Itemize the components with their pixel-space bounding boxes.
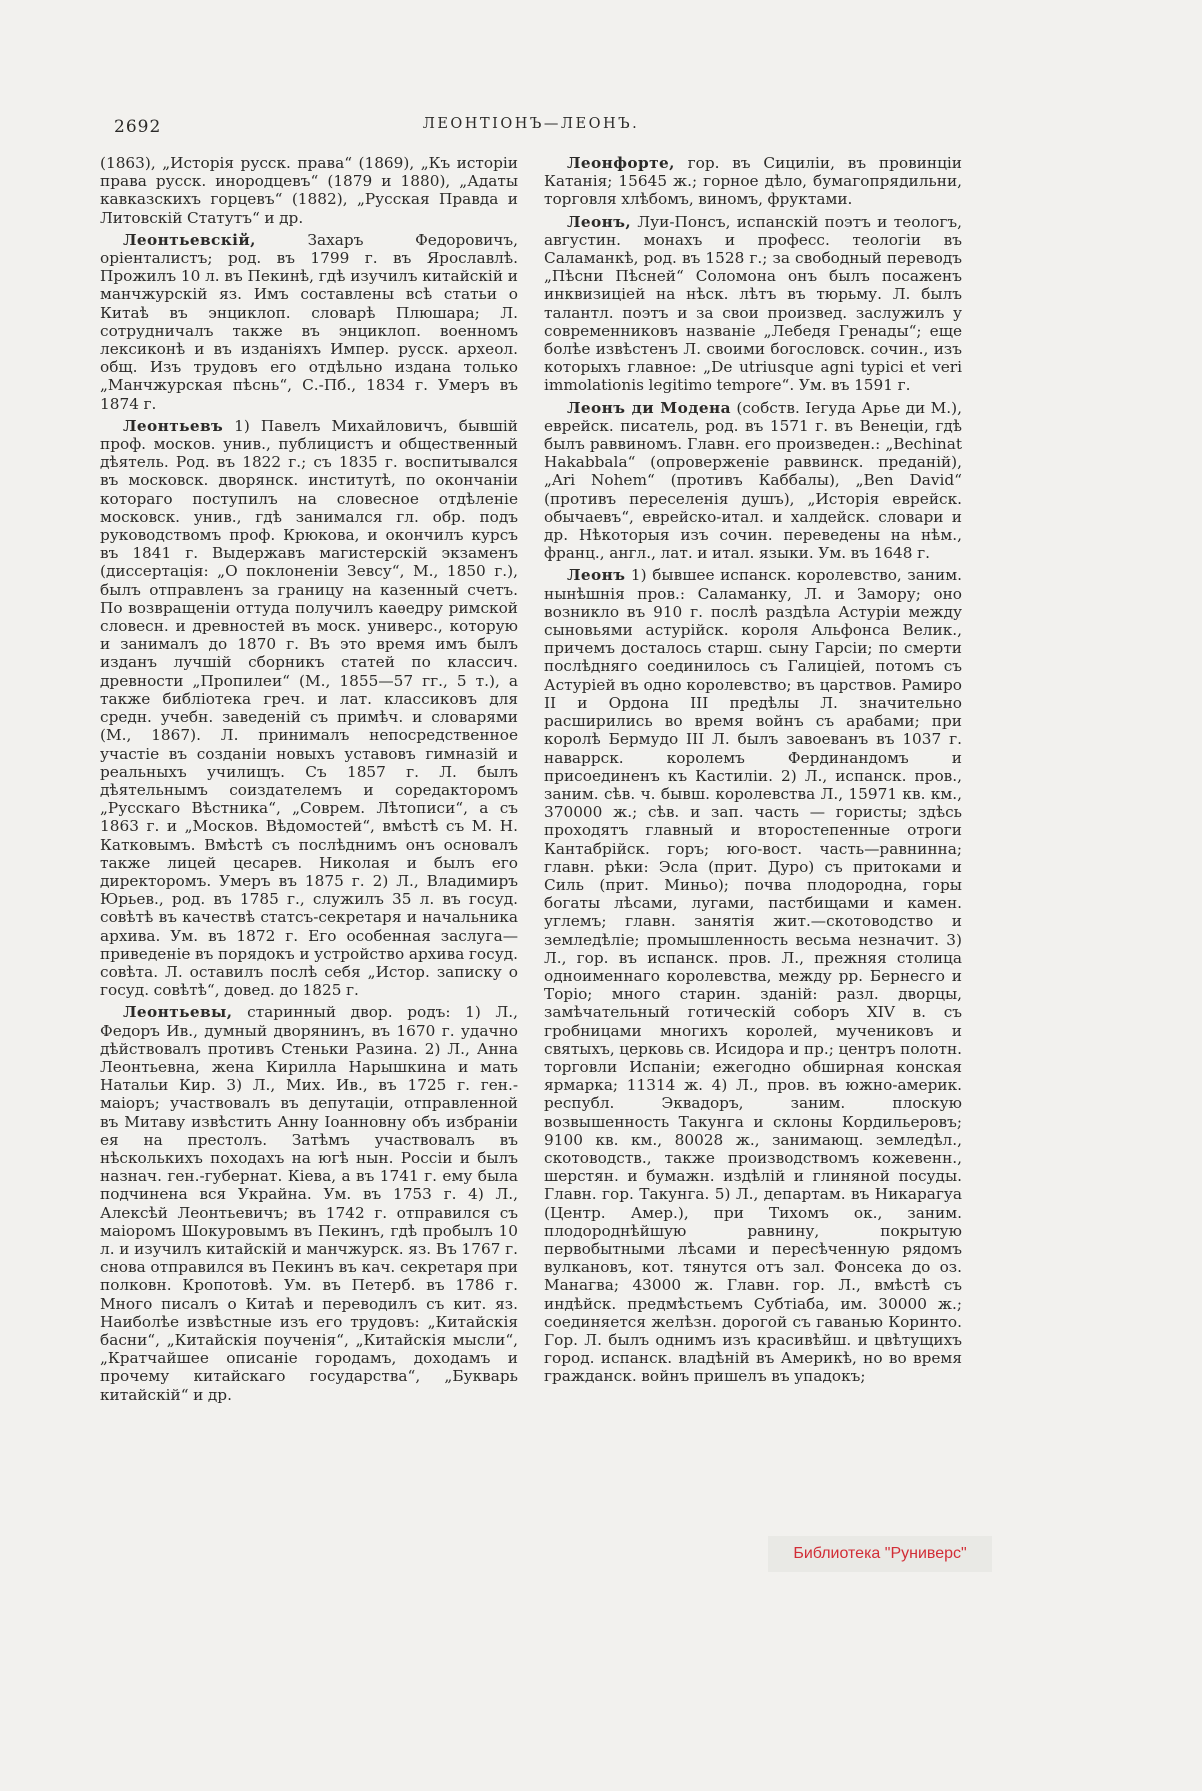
entry-headword: Леонфорте, [566,154,675,172]
entry-paragraph: Леонтьевъ 1) Павелъ Михайловичъ, бывшій проф. москов. унив., публицистъ и общественный дѣятель. Род. въ 1822 г.; съ 1835 г. воспитывался въ московск. дворянск. институтѣ, по окончаніи котораго поступилъ на словесное отдѣленіе московск. унив., гдѣ занимался гл. обр. подъ руководствомъ проф. Крюкова, и окончилъ курсъ въ 1841 г. Выдержавъ магистерскій экзаменъ (диссертація: „О поклоненіи Зевсу“, М., 1850 г.), былъ отправленъ за границу на казенный счетъ. По возвращеніи оттуда получилъ каѳедру римской словесн. и древностей въ моск. универс., которую и занималъ до 1870 г. Въ это время имъ былъ изданъ лучшій сборникъ статей по классич. древности „Пропилеи“ (М., 1855—57 гг., 5 т.), а также библіотека греч. и лат. классиковъ для средн. учебн. заведеній съ примѣч. и словарями (М., 1867). Л. принималъ непосредственное участіе въ созданіи новыхъ уставовъ гимназій и реальныхъ училищъ. Съ 1857 г. Л. былъ дѣятельнымъ соиздателемъ и соредакторомъ „Русскаго Вѣстника“, „Соврем. Лѣтописи“, а съ 1863 г. и „Москов. Вѣдомостей“, вмѣстѣ съ М. Н. Катковымъ. Вмѣстѣ съ послѣднимъ онъ основалъ также лицей цесарев. Николая и былъ его директоромъ. Умеръ въ 1875 г. 2) Л., Владимиръ Юрьев., род. въ 1785 г., служилъ 35 л. въ госуд. совѣтѣ въ качествѣ статсъ-секретаря и начальника архива. Ум. въ 1872 г. Его особенная заслуга—приведеніе въ порядокъ и устройство архива госуд. совѣта. Л. оставилъ послѣ себя „Истор. записку о госуд. совѣтѣ“, довед. до 1825 г. [100,416,518,1000]
continuation-paragraph: (1863), „Исторія русск. права“ (1869), „Къ исторіи права русск. инородцевъ“ (1879 и 1880), „Адаты кавказскихъ горцевъ“ (1882), „Русская Правда и Литовскій Статутъ“ и др. [100,154,518,227]
running-title: ЛЕОНТІОНЪ—ЛЕОНЪ. [422,116,640,132]
entry-paragraph: Леонтьевскій, Захаръ Федоровичъ, оріенталистъ; род. въ 1799 г. въ Ярославлѣ. Прожилъ 10 л. въ Пекинѣ, гдѣ изучилъ китайскій и манчжурскій яз. Имъ составлены всѣ статьи о Китаѣ въ энциклоп. словарѣ Плюшара; Л. сотрудничалъ также въ энциклоп. военномъ лексиконѣ и въ изданіяхъ Импер. русск. археол. общ. Изъ трудовъ его отдѣльно издана только „Манчжурская пѣснь“, С.-Пб., 1834 г. Умеръ въ 1874 г. [100,230,518,413]
text-columns [100,154,962,1408]
page-header [100,116,962,142]
entry-paragraph: Леонъ, Луи-Понсъ, испанскій поэтъ и теологъ, августин. монахъ и професс. теологіи въ Саламанкѣ, род. въ 1528 г.; за свободный переводъ „Пѣсни Пѣсней“ Соломона онъ былъ посаженъ инквизиціей на нѣск. лѣтъ въ тюрьму. Л. былъ талантл. поэтъ и за свои произвед. заслужилъ у современниковъ названіе „Лебедя Гренады“; еще болѣе извѣстенъ Л. своими богословск. сочин., изъ которыхъ главное: „De utriusque agni typici et veri immolationis legitimo tempore“. Ум. въ 1591 г. [544,212,962,395]
page-content [100,116,962,1408]
entry-paragraph: Леонтьевы, старинный двор. родъ: 1) Л., Федоръ Ив., думный дворянинъ, въ 1670 г. удачно дѣйствовалъ противъ Стеньки Разина. 2) Л., Анна Леонтьевна, жена Кирилла Нарышкина и мать Натальи Кир. 3) Л., Мих. Ив., въ 1725 г. ген.-маіоръ; участвовалъ въ депутаціи, отправленной въ Митаву извѣстить Анну Іоанновну объ избраніи ея на престолъ. Затѣмъ участвовалъ въ нѣсколькихъ походахъ на югѣ нын. Россіи и былъ назнач. ген.-губернат. Кіева, а въ 1741 г. ему была подчинена вся Украйна. Ум. въ 1753 г. 4) Л., Алексѣй Леонтьевичъ; въ 1742 г. отправился съ маіоромъ Шокуровымъ въ Пекинъ, гдѣ пробылъ 10 л. и изучилъ китайскій и манчжурск. яз. Въ 1767 г. снова отправился въ Пекинъ въ кач. секретаря при полковн. Кропотовѣ. Ум. въ Петерб. въ 1786 г. Много писалъ о Китаѣ и переводилъ съ кит. яз. Наиболѣе извѣстные изъ его трудовъ: „Китайскія басни“, „Китайскія поученія“, „Китайскія мысли“, „Кратчайшее описаніе городамъ, доходамъ и прочему китайскаго государства“, „Букварь китайскій“ и др. [100,1003,518,1404]
entry-headword: Леонъ ди Модена [566,398,731,417]
left-column [100,154,518,1408]
entry-headword: Леонтьевъ [122,416,224,435]
right-column [544,154,962,1408]
entry-headword: Леонъ [566,566,626,585]
entry-headword: Леонтьевскій, [122,230,256,249]
library-watermark: Библиотека "Руниверс" [768,1536,992,1572]
entry-paragraph: Леонъ ди Модена (собств. Іегуда Арье ди М.), еврейск. писатель, род. въ 1571 г. въ Венеціи, гдѣ былъ раввиномъ. Главн. его произведен.: „Bechinat Hakabbala“ (опроверженіе раввинск. преданій), „Ari Nohem“ (противъ Каббалы), „Ben David“ (противъ переселенія душъ), „Исторія еврейск. обычаевъ“, еврейско-итал. и халдейск. словари и др. Нѣкоторыя изъ сочин. переведены на нѣм., франц., англ., лат. и итал. языки. Ум. въ 1648 г. [544,398,963,563]
entry-paragraph: Леонфорте, гор. въ Сициліи, въ провинціи Катанія; 15645 ж.; горное дѣло, бумагопрядильни, торговля хлѣбомъ, виномъ, фруктами. [544,154,962,209]
entry-headword: Леонтьевы, [122,1003,233,1022]
entry-paragraph: Леонъ 1) бывшее испанск. королевство, заним. нынѣшнія пров.: Саламанку, Л. и Замору; оно возникло въ 910 г. послѣ раздѣла Астуріи между сыновьями астурійск. короля Альфонса Велик., причемъ досталось старш. сыну Гарсіи; по смерти послѣдняго соединилось съ Галиціей, потомъ съ Астуріей въ одно королевство; въ царствов. Рамиро II и Ордона III предѣлы Л. значительно расширились во время войнъ съ арабами; при королѣ Бермудо III Л. былъ завоеванъ въ 1037 г. наваррск. королемъ Фердинандомъ и присоединенъ къ Кастиліи. 2) Л., испанск. пров., заним. сѣв. ч. бывш. королевства Л., 15971 кв. км., 370000 ж.; сѣв. и зап. часть — гористы; здѣсь проходятъ главный и второстепенные отроги Кантабрійск. горъ; юго-вост. часть—равнинна; главн. рѣки: Эсла (прит. Дуро) съ притоками и Силь (прит. Миньо); почва плодородна, горы богаты лѣсами, лугами, пастбищами и камен. углемъ; главн. занятія жит.—скотоводство и земледѣліе; промышленность весьма незначит. 3) Л., гор. въ испанск. пров. Л., прежняя столица одноименнаго королевства, между рр. Бернесго и Торіо; много старин. зданій: разл. дворцы, замѣчательный готическій соборъ XIV в. съ гробницами многихъ королей, мучениковъ и святыхъ, церковь св. Исидора и пр.; центръ полотн. торговли Испаніи; ежегодно обширная конская ярмарка; 11314 ж. 4) Л., пров. въ южно-америк. республ. Эквадоръ, заним. плоскую возвышенность Такунга и склоны Кордильеровъ; 9100 кв. км., 80028 ж., занимающ. земледѣл., скотоводств., также производствомъ кожевенн., шерстян. и бумажн. издѣлій и глиняной посуды. Главн. гор. Такунга. 5) Л., департам. въ Никарагуа (Центр. Амер.), при Тихомъ ок., заним. плодороднѣйшую равнину, покрытую первобытными лѣсами и пересѣченную рядомъ вулкановъ, кот. тянутся отъ зал. Фонсека до оз. Манагва; 43000 ж. Главн. гор. Л., вмѣстѣ съ индѣйск. предмѣстьемъ Субтіаба, им. 30000 ж.; соединяется желѣзн. дорогой съ гаванью Коринто. Гор. Л. былъ однимъ изъ красивѣйш. и цвѣтущихъ город. испанск. владѣній въ Америкѣ, но во время гражданск. войнъ пришелъ въ упадокъ; [544,566,962,1386]
page-number: 2692 [114,117,162,137]
entry-headword: Леонъ, [566,212,632,231]
